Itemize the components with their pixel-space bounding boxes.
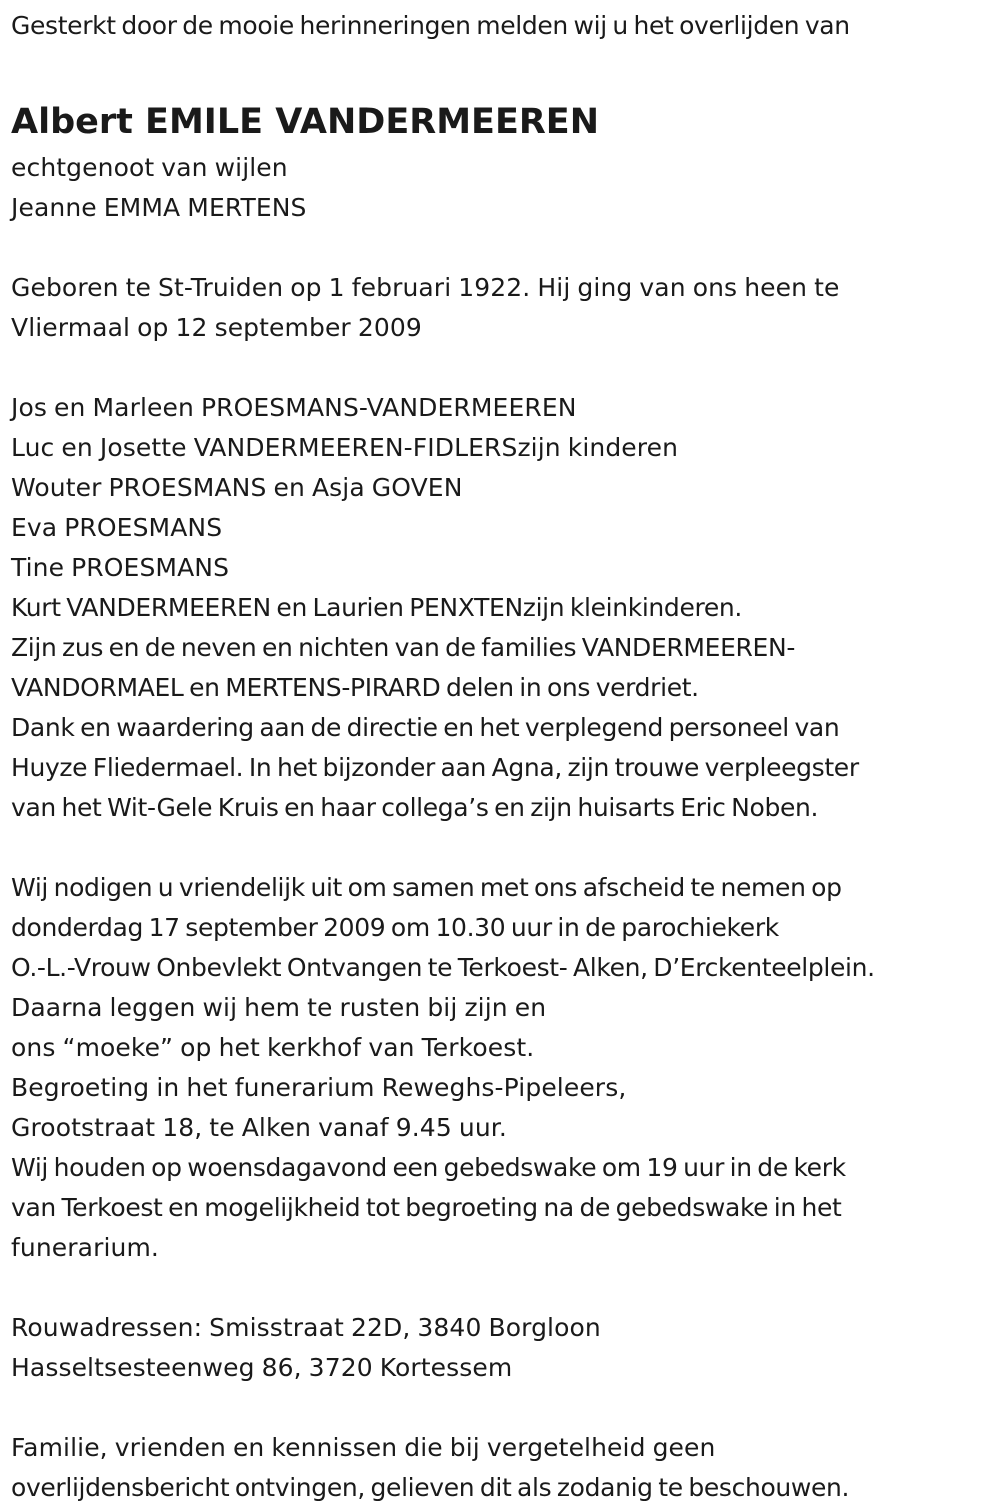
ceremony-line: donderdag 17 september 2009 om 10.30 uur in de parochiekerk bbox=[11, 913, 779, 942]
family-line: Tine PROESMANS bbox=[11, 553, 230, 582]
ceremony-line: Grootstraat 18, te Alken vanaf 9.45 uur. bbox=[11, 1113, 507, 1142]
birth-death-line: Geboren te St-Truiden op 1 februari 1922. Hij ging van ons heen te bbox=[11, 273, 840, 302]
family-line: Luc en Josette VANDERMEEREN-FIDLERSzijn kinderen bbox=[11, 433, 679, 462]
family-line: Zijn zus en de neven en nichten van de families VANDERMEEREN- bbox=[11, 633, 796, 662]
ceremony-line: Daarna leggen wij hem te rusten bij zijn en bbox=[11, 993, 547, 1022]
paragraph-gap bbox=[11, 1268, 992, 1308]
family-line: Jos en Marleen PROESMANS-VANDERMEEREN bbox=[11, 393, 577, 422]
ceremony-line: van Terkoest en mogelijkheid tot begroeting na de gebedswake in het bbox=[11, 1193, 842, 1222]
ceremony-line: Wij houden op woensdagavond een gebedswake om 19 uur in de kerk bbox=[11, 1153, 846, 1182]
ceremony-line: Wij nodigen u vriendelijk uit om samen met ons afscheid te nemen op bbox=[11, 873, 842, 902]
paragraph-gap bbox=[11, 1388, 992, 1428]
closing-line: overlijdensbericht ontvingen, gelieven dit als zodanig te beschouwen. bbox=[11, 1473, 850, 1502]
ceremony-line: funerarium. bbox=[11, 1233, 159, 1262]
relation-line: echtgenoot van wijlen bbox=[11, 153, 288, 182]
family-line: Kurt VANDERMEEREN en Laurien PENXTENzijn kleinkinderen. bbox=[11, 593, 742, 622]
paragraph-gap bbox=[11, 828, 992, 868]
address-line: Rouwadressen: Smisstraat 22D, 3840 Borgloon bbox=[11, 1313, 601, 1342]
birth-death-line: Vliermaal op 12 september 2009 bbox=[11, 313, 422, 342]
family-line: Eva PROESMANS bbox=[11, 513, 223, 542]
ceremony-line: Begroeting in het funerarium Reweghs-Pipeleers, bbox=[11, 1073, 627, 1102]
intro-line: Gesterkt door de mooie herinneringen melden wij u het overlijden van bbox=[11, 11, 850, 40]
family-line: VANDORMAEL en MERTENS-PIRARD delen in ons verdriet. bbox=[11, 673, 699, 702]
closing-line: Familie, vrienden en kennissen die bij vergetelheid geen bbox=[11, 1433, 716, 1462]
paragraph-gap bbox=[11, 348, 992, 388]
spouse-name: Jeanne EMMA MERTENS bbox=[11, 193, 307, 222]
ceremony-line: ons “moeke” op het kerkhof van Terkoest. bbox=[11, 1033, 535, 1062]
deceased-name: Albert EMILE VANDERMEEREN bbox=[11, 102, 600, 142]
obituary-notice bbox=[11, 6, 992, 1508]
family-line: van het Wit-Gele Kruis en haar collega’s en zijn huisarts Eric Noben. bbox=[11, 793, 819, 822]
family-line: Wouter PROESMANS en Asja GOVEN bbox=[11, 473, 463, 502]
family-line: Huyze Fliedermael. In het bijzonder aan Agna, zijn trouwe verpleegster bbox=[11, 753, 859, 782]
address-line: Hasseltsesteenweg 86, 3720 Kortessem bbox=[11, 1353, 513, 1382]
paragraph-gap bbox=[11, 228, 992, 268]
family-line: Dank en waardering aan de directie en het verplegend personeel van bbox=[11, 713, 840, 742]
ceremony-line: O.-L.-Vrouw Onbevlekt Ontvangen te Terkoest- Alken, D’Erckenteelplein. bbox=[11, 953, 875, 982]
